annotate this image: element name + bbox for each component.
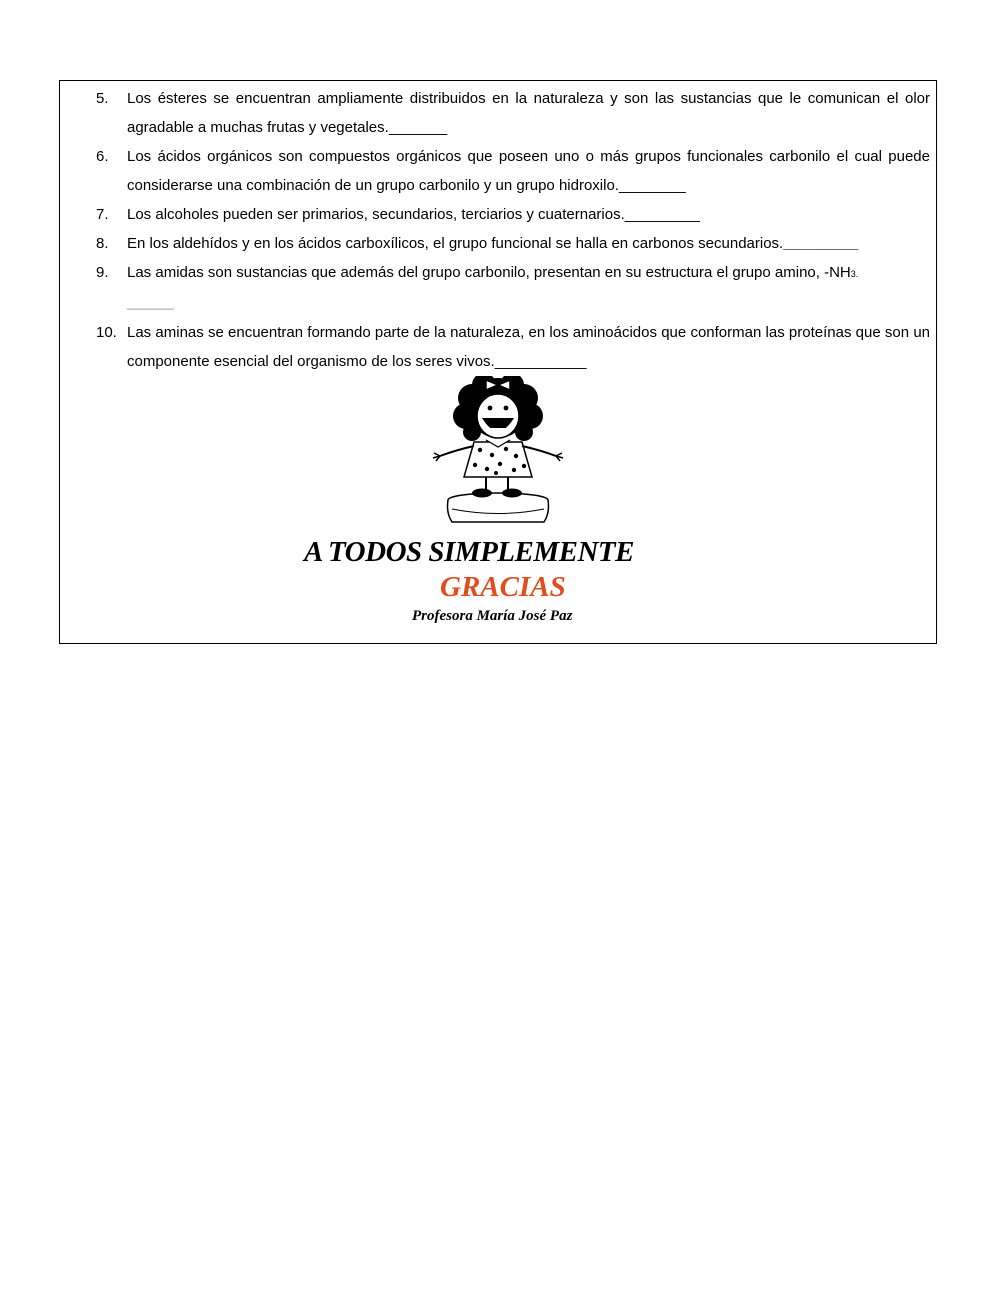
cartoon-girl-illustration [428,376,568,526]
question-statement: Los alcoholes pueden ser primarios, secundarios, terciarios y cuaternarios. [127,206,625,223]
question-text [127,318,930,376]
question-text [127,200,930,229]
question-number: 6. [96,148,109,165]
question-text [127,142,930,200]
question-statement: Las aminas se encuentran formando parte de la naturaleza, en los aminoácidos que conforman las proteínas que son un componente esencial del organismo de los seres vivos. [127,324,930,370]
question-item-10 [96,318,930,376]
question-text [127,258,930,289]
question-number: 5. [96,90,109,107]
question-number: 9. [96,264,109,281]
question-number: 10. [96,324,117,341]
teacher-signature: Profesora María José Paz [412,608,573,624]
question-text [127,229,930,258]
question-item-5 [96,84,930,142]
answer-blank[interactable]: _________ [624,206,700,223]
answer-blank[interactable]: _________ [783,235,859,252]
question-number: 7. [96,206,109,223]
question-number: 8. [96,235,109,252]
question-statement: Las amidas son sustancias que además del grupo carbonilo, presentan en su estructura el grupo amino, -NH [127,264,851,281]
thanks-heading: A TODOS SIMPLEMENTE [304,536,634,568]
question-item-6 [96,142,930,200]
question-text [127,84,930,142]
question-item-8 [96,229,930,258]
question-statement: En los aldehídos y en los ácidos carboxílicos, el grupo funcional se halla en carbonos secundarios. [127,235,784,252]
answer-blank[interactable]: ___________ [494,353,587,370]
question-statement: Los ácidos orgánicos son compuestos orgánicos que poseen uno o más grupos funcionales carbonilo el cual puede considerarse una combinación de un grupo carbonilo y un grupo hidroxilo. [127,148,930,194]
question-item-7 [96,200,930,229]
question-statement: Los ésteres se encuentran ampliamente distribuidos en la naturaleza y son las sustancias que le comunican el olor agradable a muchas frutas y vegetales. [127,90,930,136]
answer-blank[interactable]: _______ [127,296,174,310]
question-list [96,84,930,376]
pedestal-icon [448,493,549,522]
answer-blank[interactable]: _______ [388,119,448,136]
worksheet-frame [59,80,937,644]
subscript-three: 3. [850,269,859,279]
answer-blank[interactable]: ________ [618,177,686,194]
question-item-9 [96,258,930,318]
thanks-word: GRACIAS [440,571,566,603]
